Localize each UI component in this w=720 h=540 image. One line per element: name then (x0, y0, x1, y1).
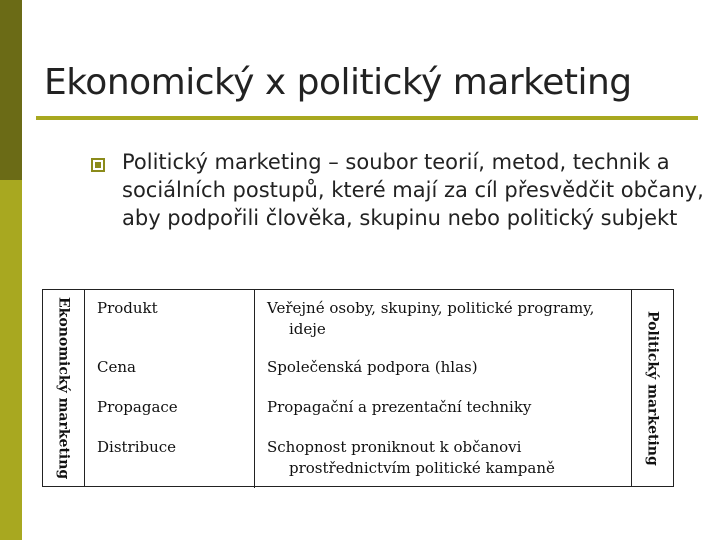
political-cell (255, 389, 631, 429)
left-accent-bar-light (0, 180, 22, 540)
right-column-header (631, 290, 673, 486)
left-accent-bar-dark (0, 0, 22, 180)
economic-term: Distribuce (97, 438, 177, 456)
title-underline (36, 116, 698, 120)
political-cell (255, 429, 631, 488)
table-row (85, 389, 631, 429)
slide-title: Ekonomický x politický marketing (44, 62, 632, 103)
economic-cell (85, 349, 255, 389)
left-column-label: Ekonomický marketing (55, 296, 72, 480)
economic-cell (85, 290, 255, 349)
economic-term: Produkt (97, 299, 158, 317)
economic-cell (85, 389, 255, 429)
square-bullet-icon (91, 158, 105, 172)
political-cell (255, 290, 631, 349)
political-term: Společenská podpora (hlas) (267, 358, 478, 376)
right-column-label: Politický marketing (644, 310, 661, 466)
economic-cell (85, 429, 255, 488)
bullet-text: Politický marketing – soubor teorií, metod, technik a sociálních postupů, které mají za cíl přesvědčit občany, aby podpořili člověka, skupinu nebo politický subjekt (122, 150, 704, 230)
table-row (85, 429, 631, 488)
comparison-grid (85, 290, 631, 486)
table-row (85, 290, 631, 349)
left-column-header (43, 290, 85, 486)
economic-term: Cena (97, 358, 136, 376)
political-term: Veřejné osoby, skupiny, politické programy, ideje (267, 299, 595, 338)
political-cell (255, 349, 631, 389)
comparison-table (42, 289, 674, 487)
table-row (85, 349, 631, 389)
economic-term: Propagace (97, 398, 178, 416)
political-term: Schopnost proniknout k občanovi prostřednictvím politické kampaně (267, 438, 555, 477)
political-term: Propagační a prezentační techniky (267, 398, 532, 416)
